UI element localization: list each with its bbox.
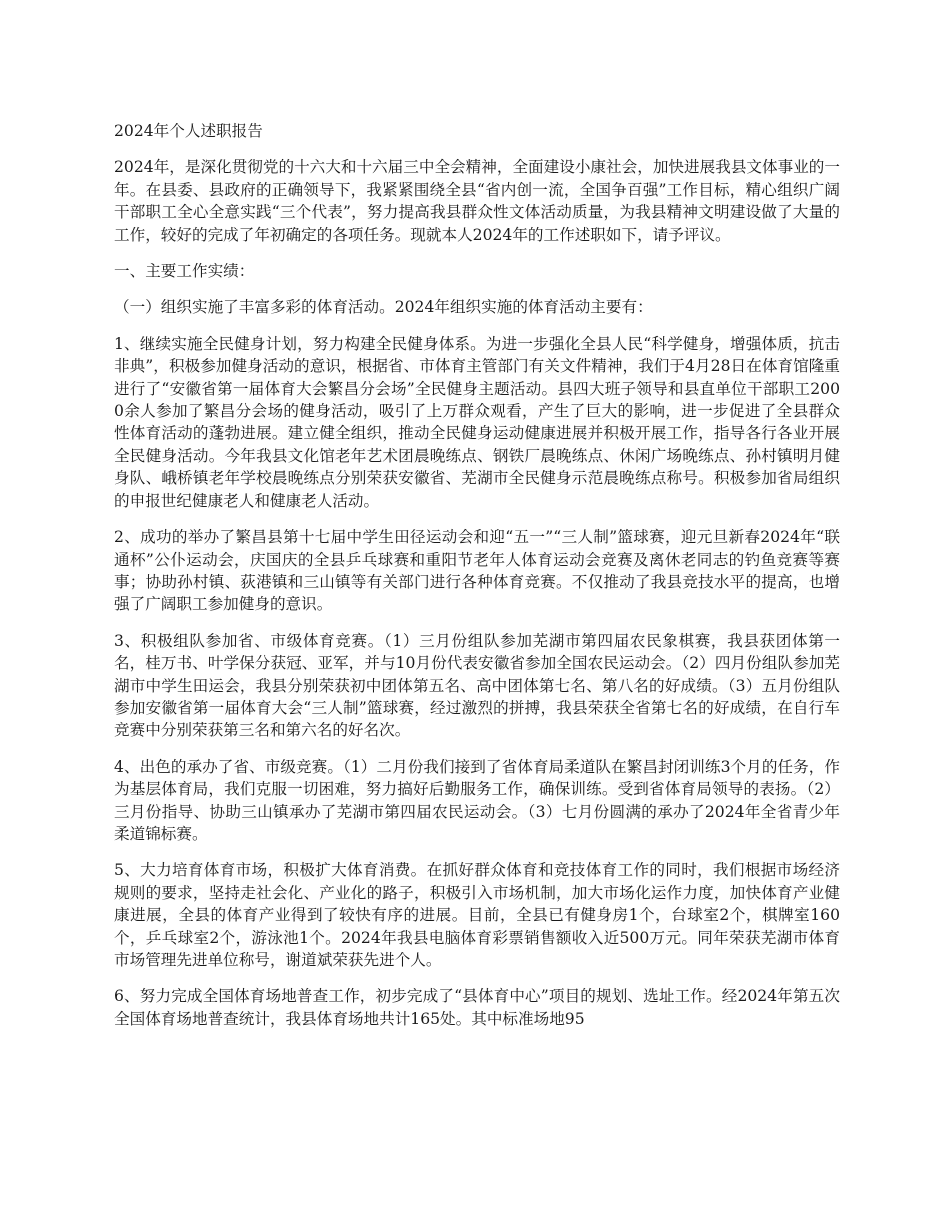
paragraph-item-6: 6、努力完成全国体育场地普查工作，初步完成了“县体育中心”项目的规划、选址工作。经2024年第五次全国体育场地普查统计，我县体育场地共计165处。其中标准场地95 [114, 987, 840, 1028]
paragraph-intro: 2024年，是深化贯彻党的十六大和十六届三中全会精神，全面建设小康社会，加快进展我县文体事业的一年。在县委、县政府的正确领导下，我紧紧围绕全县“省内创一流，全国争百强”工作目标，精心组织广阔干部职工全心全意实践“三个代表”，努力提高我县群众性文体活动质量，为我县精神文明建设做了大量的工作，较好的完成了年初确定的各项任务。现就本人2024年的工作述职如下，请予评议。 [114, 158, 840, 244]
subsection-heading: （一）组织实施了丰富多彩的体育活动。2024年组织实施的体育活动主要有： [114, 298, 653, 317]
paragraph-item-1: 1、继续实施全民健身计划，努力构建全民健身体系。为进一步强化全县人民“科学健身，增强体质，抗击非典”，积极参加健身活动的意识，根据省、市体育主管部门有关文件精神，我们于4月28日在体育馆隆重进行了“安徽省第一届体育大会繁昌分会场”全民健身主题活动。县四大班子领导和县直单位干部职工2000余人参加了繁昌分会场的健身活动，吸引了上万群众观看，产生了巨大的影响，进一步促进了全县群众性体育活动的蓬勃进展。建立健全组织，推动全民健身运动健康进展并积极开展工作，指导各行各业开展全民健身活动。今年我县文化馆老年艺术团晨晚练点、钢铁厂晨晚练点、休闲广场晚练点、孙村镇明月健身队、峨桥镇老年学校晨晚练点分别荣获安徽省、芜湖市全民健身示范晨晚练点称号。积极参加省局组织的申报世纪健康老人和健康老人活动。 [114, 334, 840, 510]
document-title: 2024年个人述职报告 [114, 122, 263, 140]
paragraph-item-2: 2、成功的举办了繁昌县第十七届中学生田径运动会和迎“五一”“三人制”篮球赛，迎元旦新春2024年“联通杯”公仆运动会，庆国庆的全县乒乓球赛和重阳节老年人体育运动会竞赛及离休老同志的钓鱼竞赛等赛事；协助孙村镇、荻港镇和三山镇等有关部门进行各种体育竞赛。不仅推动了我县竞技水平的提高，也增强了广阔职工参加健身的意识。 [114, 528, 840, 614]
document-page [114, 120, 840, 1044]
paragraph-item-3: 3、积极组队参加省、市级体育竞赛。（1）三月份组队参加芜湖市第四届农民象棋赛，我县获团体第一名，桂万书、叶学保分获冠、亚军，并与10月份代表安徽省参加全国农民运动会。（2）四月份组队参加芜湖市中学生田运会，我县分别荣获初中团体第五名、高中团体第七名、第八名的好成绩。（3）五月份组队参加安徽省第一届体育大会“三人制”篮球赛，经过激烈的拼搏，我县荣获全省第七名的好成绩，在自行车竞赛中分别荣获第三名和第六名的好名次。 [114, 631, 840, 740]
paragraph-item-5: 5、大力培育体育市场，积极扩大体育消费。在抓好群众体育和竞技体育工作的同时，我们根据市场经济规则的要求，坚持走社会化、产业化的路子，积极引入市场机制，加大市场化运作力度，加快体育产业健康进展，全县的体育产业得到了较快有序的进展。目前，全县已有健身房1个，台球室2个，棋牌室160个，乒乓球室2个，游泳池1个。2024年我县电脑体育彩票销售额收入近500万元。同年荣获芜湖市体育市场管理先进单位称号，谢道斌荣获先进个人。 [114, 861, 840, 969]
paragraph-item-4: 4、出色的承办了省、市级竞赛。（1）二月份我们接到了省体育局柔道队在繁昌封闭训练3个月的任务，作为基层体育局，我们克服一切困难，努力搞好后勤服务工作，确保训练。受到省体育局领导的表扬。（2）三月份指导、协助三山镇承办了芜湖市第四届农民运动会。（3）七月份圆满的承办了2024年全省青少年柔道锦标赛。 [114, 757, 840, 843]
section-heading: 一、主要工作实绩： [114, 262, 255, 281]
